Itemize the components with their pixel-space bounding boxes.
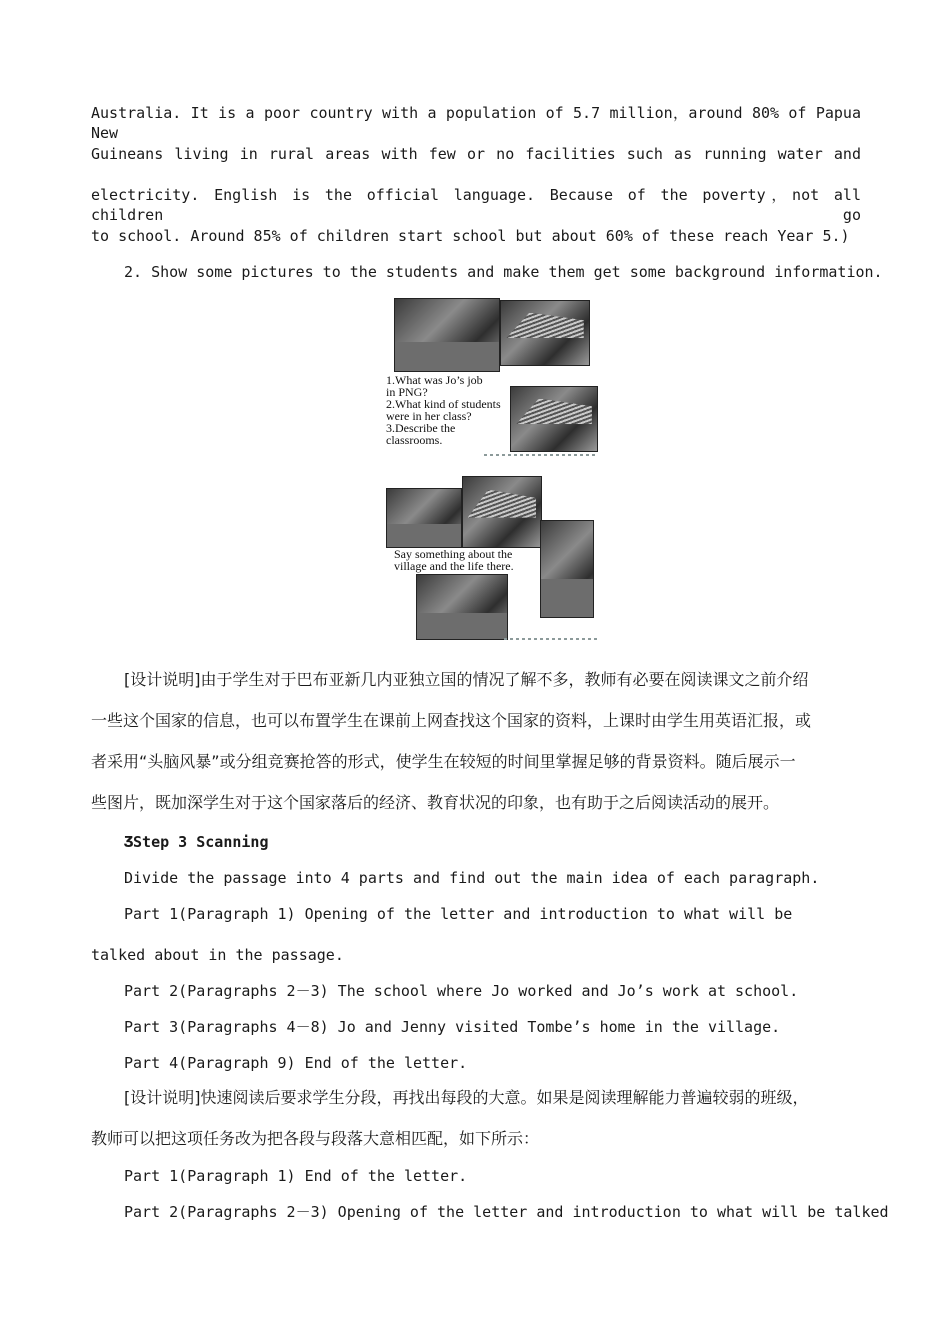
step-3-heading: ƷStep 3 Scanning [124,833,269,851]
figure-village-collage [384,474,600,644]
design-note-1-line-3: 者采用“头脑风暴”或分组竞赛抢答的形式，使学生在较短的时间里掌握足够的背景资料。随后展示一 [91,752,796,771]
figure-prompt: Say something about the village and the life there. [394,547,514,573]
woman-in-field-photo [540,520,594,618]
school-building-photo [500,300,590,366]
matching-line-1: Part 1(Paragraph 1) End of the letter. [124,1167,468,1185]
part-1-line: Part 1(Paragraph 1) Opening of the letter and introduction to what will be [124,905,793,923]
context-line-4: to school. Around 85% of children start school but about 60% of these reach Year 5.) [91,227,850,245]
design-note-1-line-2: 一些这个国家的信息，也可以布置学生在课前上网查找这个国家的资料，上课时由学生用英语汇报，或 [91,711,812,730]
context-line-2: Guineans living in rural areas with few or no facilities such as running water and [91,145,861,163]
step-3-instruction: Divide the passage into 4 parts and find out the main idea of each paragraph. [124,869,820,887]
figure-questions: 1.What was Jo’s job in PNG? 2.What kind of students were in her class? 3.Describe the classrooms. [386,373,501,447]
design-note-2-line-2: 教师可以把这项任务改为把各段与段落大意相匹配，如下所示： [91,1129,540,1148]
part-4-line: Part 4(Paragraph 9) End of the letter. [124,1054,468,1072]
context-line-1: Australia. It is a poor country with a population of 5.7 million，around 80% of Papua New [91,104,861,142]
design-note-1-line-4: 些图片，既加深学生对于这个国家落后的经济、教育状况的印象，也有助于之后阅读活动的展开。 [91,793,780,812]
children-photo [416,574,508,640]
decorative-border [504,638,598,640]
part-3-line: Part 3(Paragraphs 4－8) Jo and Jenny visited Tombe’s home in the village. [124,1018,781,1036]
village-hut-photo [462,476,542,548]
classroom-photo [394,298,500,372]
villager-photo [386,488,462,548]
design-note-2-line-1: [设计说明]快速阅读后要求学生分段，再找出每段的大意。如果是阅读理解能力普遍较弱的班级， [124,1088,809,1107]
context-line-3: electricity. English is the official language. Because of the poverty，not all children go [91,186,861,224]
item-2-text: 2. Show some pictures to the students and make them get some background information. [124,263,883,281]
matching-line-2: Part 2(Paragraphs 2－3) Opening of the letter and introduction to what will be talked [124,1203,889,1221]
decorative-border [484,454,598,456]
figure-classroom-collage [384,294,600,458]
design-note-1-line-1: [设计说明]由于学生对于巴布亚新几内亚独立国的情况了解不多，教师有必要在阅读课文之前介绍 [124,670,809,689]
hut-photo [510,386,598,452]
part-1-continuation: talked about in the passage. [91,946,344,964]
part-2-line: Part 2(Paragraphs 2－3) The school where Jo worked and Jo’s work at school. [124,982,799,1000]
